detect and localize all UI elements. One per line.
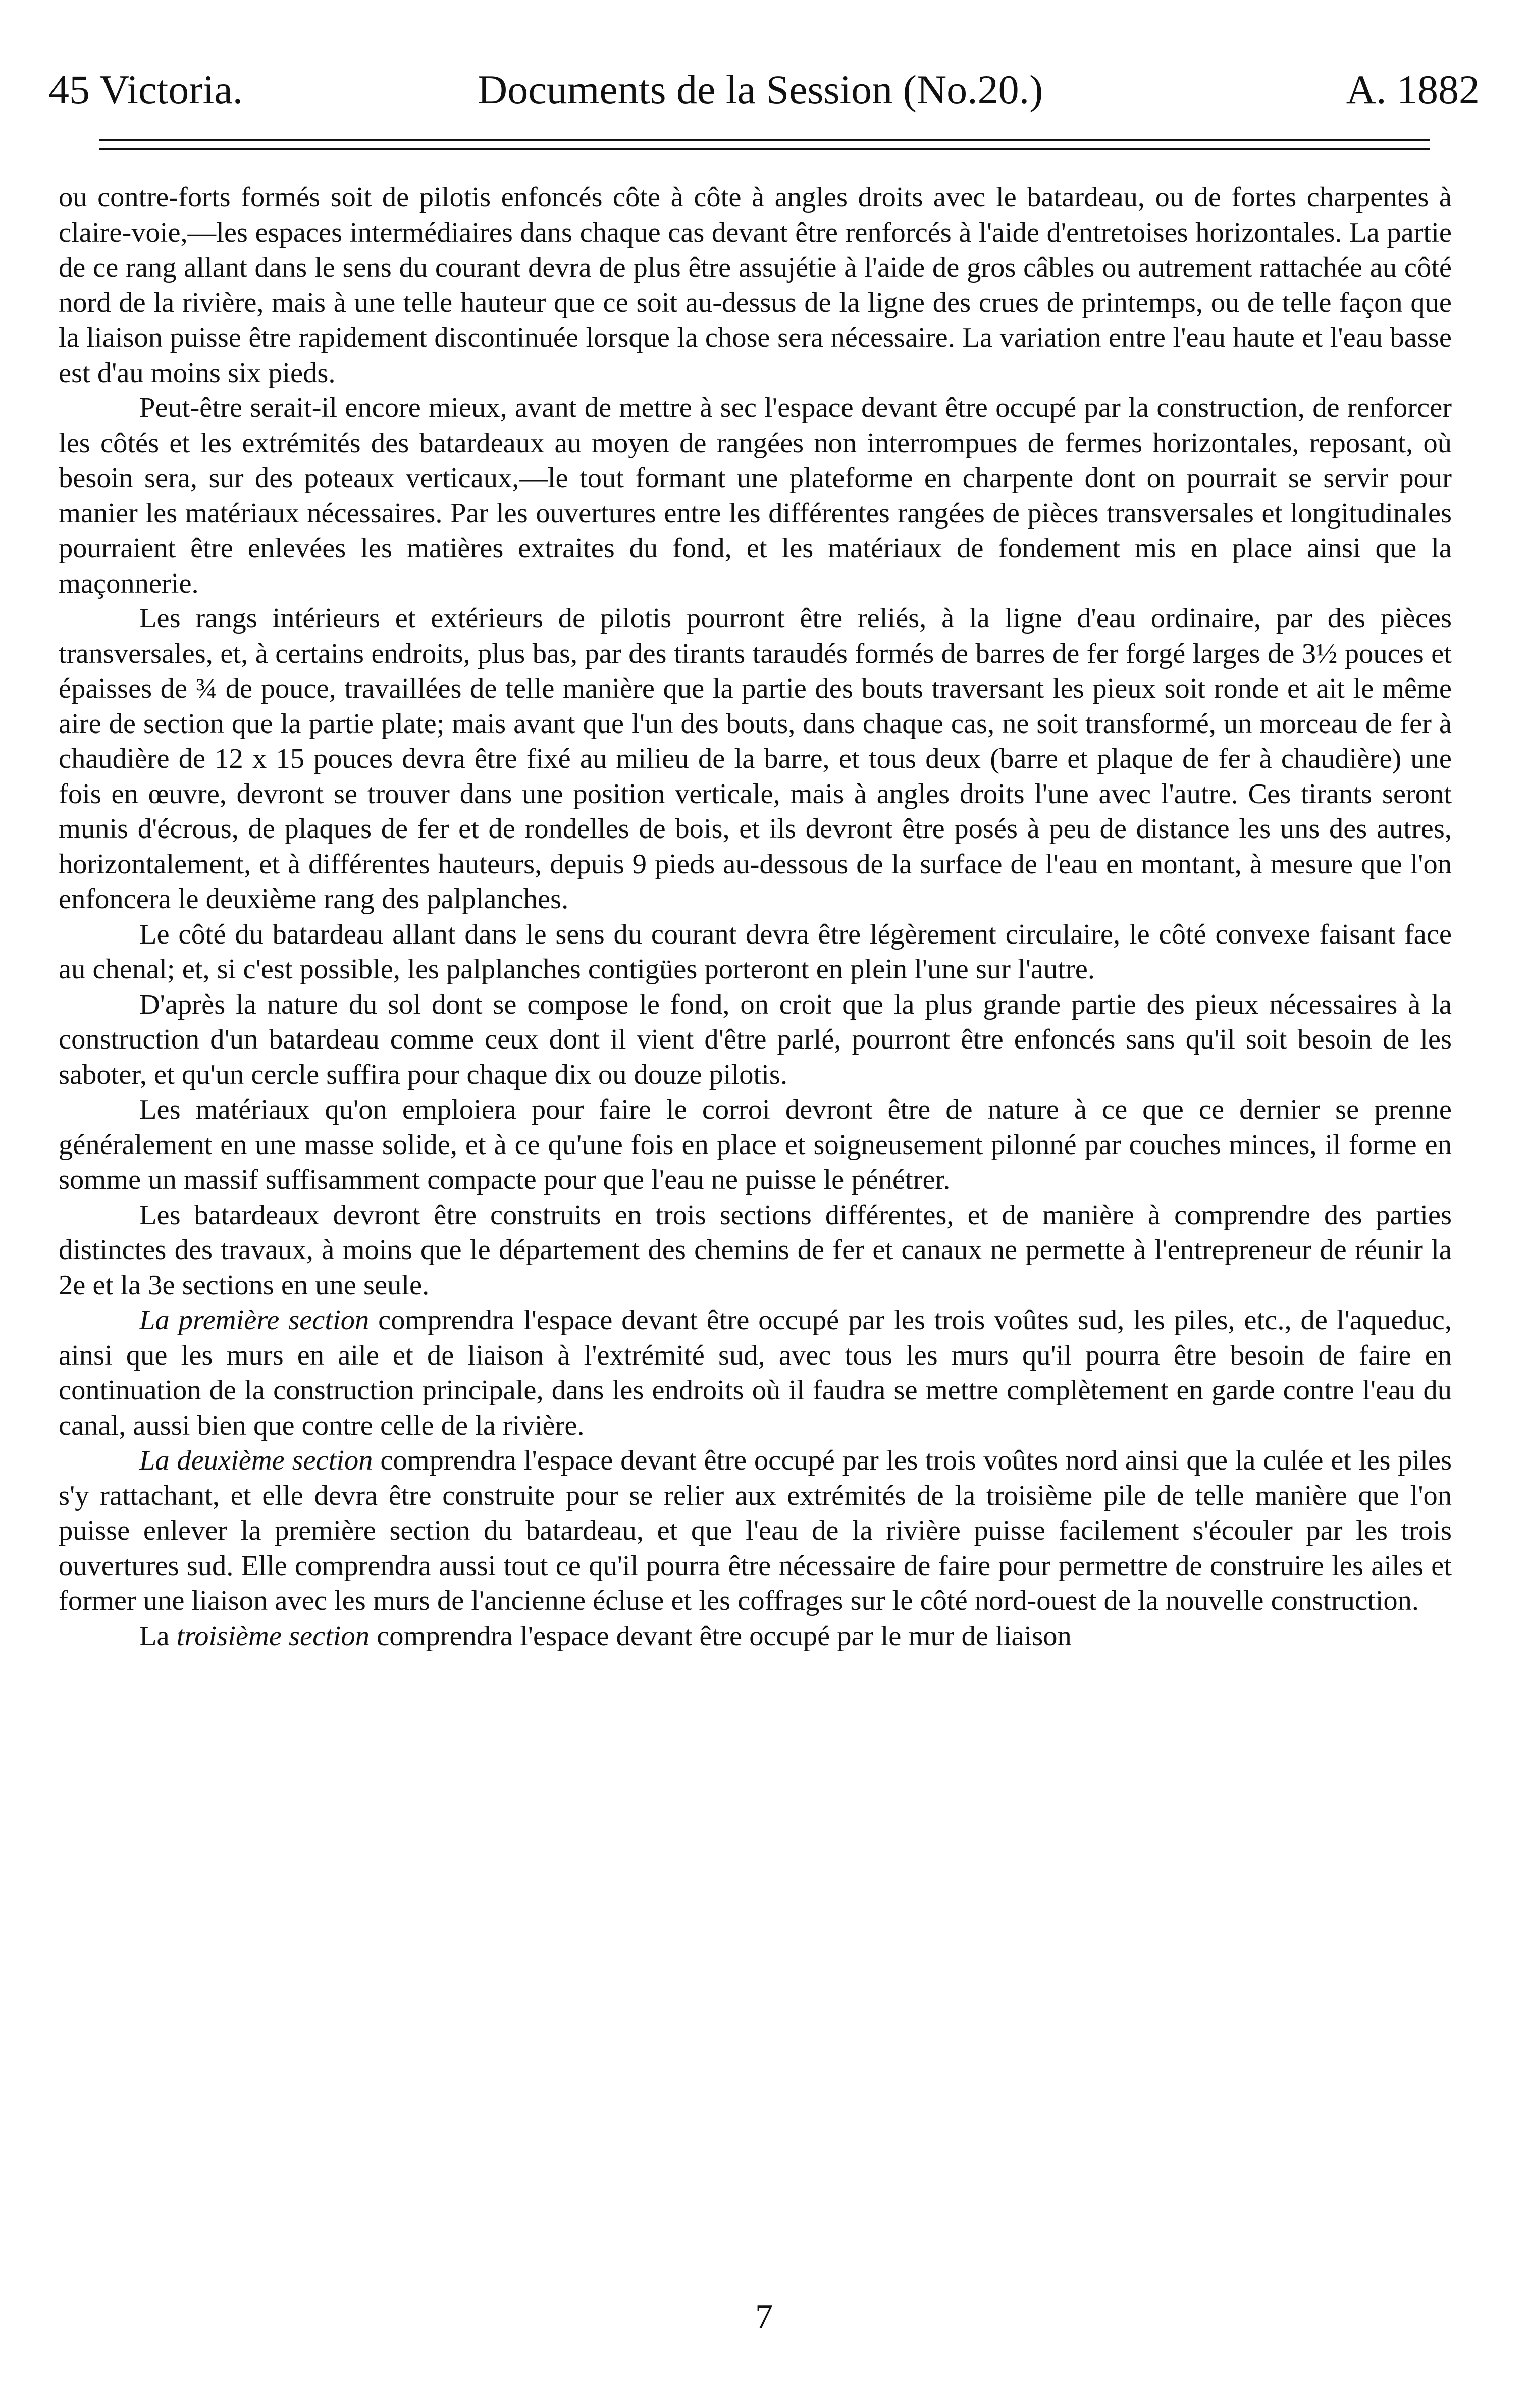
paragraph-text: Le côté du batardeau allant dans le sens du courant devra être légèrement circulaire, le côté convexe faisant face au chenal; et, si c'est possible, les palplanches contigües porteront en plein l'une sur l'autre. (59, 918, 1452, 985)
header-sessional-year: A. 1882 (1346, 67, 1480, 113)
paragraph-2 (59, 391, 1452, 601)
paragraph-text: Les batardeaux devront être construits en trois sections différentes, et de manière à comprendre des parties distinctes des travaux, à moins que le département des chemins de fer et canaux ne permette à l'entrepreneur de réunir la 2e et la 3e sections en une seule. (59, 1199, 1452, 1301)
paragraph-3 (59, 601, 1452, 917)
page-number: 7 (755, 2297, 773, 2336)
paragraph-text: comprendra l'espace devant être occupé par le mur de liaison (370, 1620, 1072, 1652)
paragraph-6 (59, 1092, 1452, 1198)
header-session-year: 45 Victoria. (48, 67, 243, 113)
running-header (48, 60, 1480, 120)
paragraph-text: comprendra l'espace devant être occupé par les trois voûtes nord ainsi que la culée et les piles s'y rattachant, et elle devra être construite pour se relier aux extrémités de la troisième pile de telle manière que l'on puisse enlever la première section du batardeau, et que l'eau de la rivière puisse facilement s'écouler par les trois ouvertures sud. Elle comprendra aussi tout ce qu'il pourra être nécessaire de faire pour permettre de construire les ailes et former une liaison avec les murs de l'ancienne écluse et les coffrages sur le côté nord-ouest de la nouvelle construction. (59, 1445, 1452, 1616)
paragraph-text: D'après la nature du sol dont se compose le fond, on croit que la plus grande partie des pieux nécessaires à la construction d'un batardeau comme ceux dont il vient d'être parlé, pourront être enfoncés sans qu'il soit besoin de les saboter, et qu'un cercle suffira pour chaque dix ou douze pilotis. (59, 988, 1452, 1090)
header-title: Documents de la Session (No.20.) (478, 67, 1043, 113)
paragraph-10 (59, 1619, 1452, 1654)
header-rule-top (99, 139, 1430, 141)
paragraph-9 (59, 1443, 1452, 1619)
paragraph-text: comprendra l'espace devant être occupé par les trois voûtes sud, les piles, etc., de l'aqueduc, ainsi que les murs en aile et de liaison à l'extrémité sud, avec tous les murs qu'il pourra être besoin de faire en continuation de la construction principale, dans les endroits où il faudra se mettre complètement en garde contre l'eau du canal, aussi bien que contre celle de la rivière. (59, 1304, 1452, 1441)
paragraph-7 (59, 1198, 1452, 1303)
paragraph-text: Peut-être serait-il encore mieux, avant de mettre à sec l'espace devant être occupé par la construction, de renforcer les côtés et les extrémités des batardeaux au moyen de rangées non interrompues de fermes horizontales, reposant, où besoin sera, sur des poteaux verticaux,—le tout formant une plateforme en charpente dont on pourrait se servir pour manier les matériaux nécessaires. Par les ouvertures entre les différentes rangées de pièces transversales et longitudinales pourraient être enlevées les matières extraites du fond, et les matériaux de fondement mis en place ainsi que la maçonnerie. (59, 392, 1452, 599)
paragraph-text: La (139, 1620, 177, 1652)
paragraph-text: Les matériaux qu'on emploiera pour faire le corroi devront être de nature à ce que ce dernier se prenne généralement en une masse solide, et à ce qu'une fois en place et soigneusement pilonné par couches minces, il forme en somme un massif suffisamment compacte pour que l'eau ne puisse le pénétrer. (59, 1094, 1452, 1195)
section-heading-italic: La première section (139, 1304, 370, 1336)
paragraph-4 (59, 917, 1452, 987)
section-heading-italic: La deuxième section (139, 1445, 373, 1476)
paragraph-5 (59, 987, 1452, 1093)
paragraph-8 (59, 1303, 1452, 1443)
header-rule-bottom (99, 148, 1430, 150)
paragraph-text: ou contre-forts formés soit de pilotis enfoncés côte à côte à angles droits avec le batardeau, ou de fortes charpentes à claire-voie,—les espaces intermédiaires dans chaque cas devant être renforcés à l'aide d'entretoises horizontales. La partie de ce rang allant dans le sens du courant devra de plus être assujétie à l'aide de gros câbles ou autrement rattachée au côté nord de la rivière, mais à une telle hauteur que ce soit au-dessus de la ligne des crues de printemps, ou de telle façon que la liaison puisse être rapidement discontinuée lorsque la chose sera nécessaire. La variation entre l'eau haute et l'eau basse est d'au moins six pieds. (59, 182, 1452, 389)
body-text (59, 180, 1452, 1654)
paragraph-1 (59, 180, 1452, 391)
paragraph-text: Les rangs intérieurs et extérieurs de pilotis pourront être reliés, à la ligne d'eau ordinaire, par des pièces transversales, et, à certains endroits, plus bas, par des tirants taraudés formés de barres de fer forgé larges de 3½ pouces et épaisses de ¾ de pouce, travaillées de telle manière que la partie des bouts traversant les pieux soit ronde et ait le même aire de section que la partie plate; mais avant que l'un des bouts, dans chaque cas, ne soit transformé, un morceau de fer à chaudière de 12 x 15 pouces devra être fixé au milieu de la barre, et tous deux (barre et plaque de fer à chaudière) une fois en œuvre, devront se trouver dans une position verticale, mais à angles droits l'une avec l'autre. Ces tirants seront munis d'écrous, de plaques de fer et de rondelles de bois, et ils devront être posés à peu de distance les uns des autres, horizontalement, et à différentes hauteurs, depuis 9 pieds au-dessous de la surface de l'eau en montant, à mesure que l'on enfoncera le deuxième rang des palplanches. (59, 603, 1452, 915)
section-heading-italic: troisième section (176, 1620, 370, 1652)
